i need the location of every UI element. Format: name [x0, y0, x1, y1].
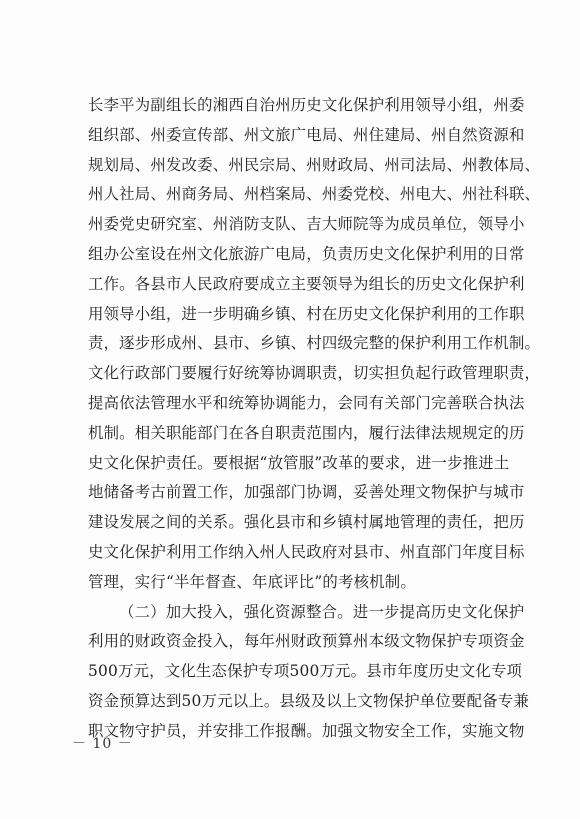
- text-line: 提高依法管理水平和统筹协调能力，会同有关部门完善联合执法: [88, 393, 525, 412]
- text-line: 资金预算达到50万元以上。县级及以上文物保护单位要配备专兼: [88, 691, 529, 710]
- text-line: 用领导小组，进一步明确乡镇、村在历史文化保护利用的工作职: [88, 304, 525, 323]
- text-line: 史文化保护责任。要根据“放管服”改革的要求，进一步推进土: [88, 453, 510, 472]
- text-line: 组办公室设在州文化旅游广电局，负责历史文化保护利用的日常: [88, 244, 525, 263]
- text-line: 文化行政部门要履行好统筹协调职责，切实担负起行政管理职责，: [88, 364, 541, 383]
- text-line: 建设发展之间的关系。强化县市和乡镇村属地管理的责任，把历: [88, 513, 525, 532]
- section-heading-line: （二）加大投入，强化资源整合。进一步提高历史文化保护: [119, 602, 525, 621]
- text-line: 州人社局、州商务局、州档案局、州委党校、州电大、州社科联、: [88, 185, 541, 204]
- text-line: 长李平为副组长的湘西自治州历史文化保护利用领导小组，州委: [88, 96, 525, 114]
- text-line: 地储备考古前置工作，加强部门协调，妥善处理文物保护与城市: [88, 483, 525, 502]
- text-line: 史文化保护利用工作纳入州人民政府对县市、州直部门年度目标: [88, 542, 525, 561]
- text-line: 管理，实行“半年督查、年底评比”的考核机制。: [88, 572, 416, 591]
- text-line: 500万元，文化生态保护专项500万元。县市年度历史文化专项: [88, 662, 523, 681]
- text-line: 规划局、州发改委、州民宗局、州财政局、州司法局、州教体局、: [88, 155, 541, 174]
- text-line: 机制。相关职能部门在各自职责范围内，履行法律法规规定的历: [88, 423, 525, 442]
- text-line: 责，逐步形成州、县市、乡镇、村四级完整的保护利用工作机制。: [88, 334, 541, 353]
- text-line: 职文物守护员，并安排工作报酬。加强文物安全工作，实施文物: [88, 721, 525, 740]
- page-number: － 10 －: [72, 736, 133, 752]
- text-line: 组织部、州委宣传部、州文旅广电局、州住建局、州自然资源和: [88, 125, 525, 144]
- text-line: 工作。各县市人民政府要成立主要领导为组长的历史文化保护利: [88, 274, 525, 293]
- text-line: 州委党史研究室、州消防支队、吉大师院等为成员单位，领导小: [88, 215, 525, 234]
- text-line: 利用的财政资金投入，每年州财政预算州本级文物保护专项资金: [88, 632, 525, 651]
- body-text: [88, 91, 541, 747]
